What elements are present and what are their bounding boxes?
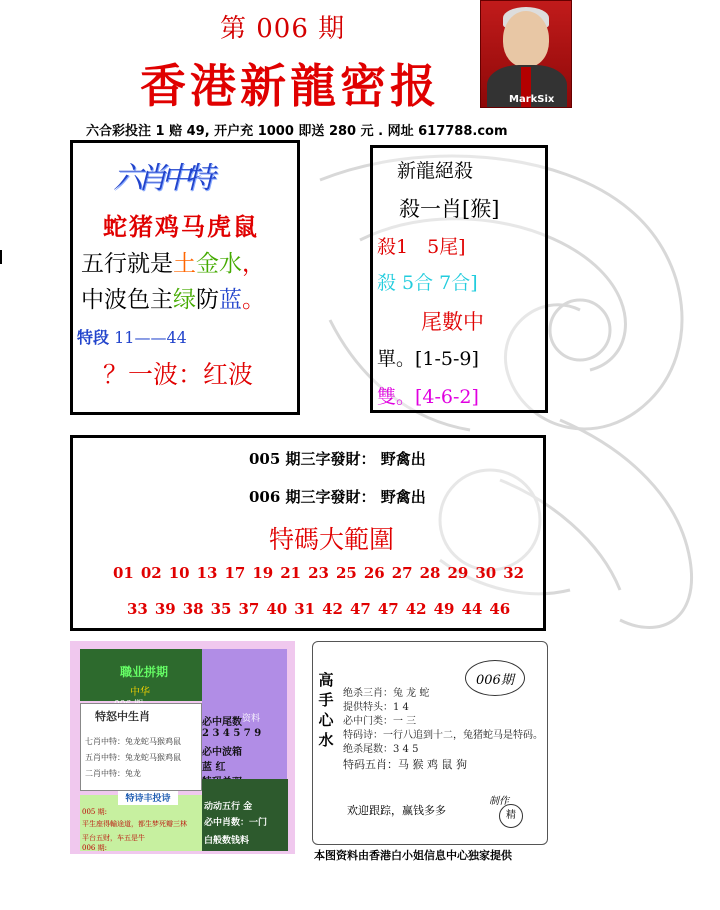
numbers-row-1 [73, 564, 543, 582]
special-number: 28 [419, 564, 441, 582]
welcome-text: 欢迎跟踪，赢钱多多 [347, 804, 446, 817]
special-range-label: 特段 [77, 328, 110, 347]
special-range [77, 325, 187, 348]
issue-bubble-text: 006期 [476, 673, 514, 688]
pro-header-sub: 中华 [130, 687, 150, 698]
special-number: 26 [363, 564, 385, 582]
element-water: 水 [219, 251, 242, 277]
pro-row: 五肖中特：兔龙蛇马猴鸡鼠 [85, 753, 181, 762]
special-number: 31 [294, 600, 316, 618]
portrait-face [503, 11, 549, 67]
wave-color-line [81, 281, 265, 314]
special-number: 02 [140, 564, 162, 582]
five-elements-prefix: 五行就是 [81, 251, 173, 277]
vertical-char: 水 [318, 731, 334, 749]
expert-line: 绝杀三肖：兔 龙 蛇 [343, 688, 430, 699]
special-range-title: 特碼大範圍 [269, 525, 395, 554]
expert-line: 绝杀尾数：3 4 5 [343, 744, 419, 755]
page-title: 香港新龍密报 [140, 59, 440, 113]
pro-dark-line: 白般数钱料 [204, 836, 250, 846]
pro-poem-line: 006 期: [82, 844, 107, 852]
pro-poem-line: 平台五财，车五是牛 [82, 834, 145, 842]
pro-header [80, 649, 202, 701]
kill-zodiac: 殺一肖[猴] [399, 197, 500, 221]
special-number: 35 [210, 600, 232, 618]
pro-header-title: 職业拼期 [120, 665, 169, 679]
pro-poem-line: 005 期: [82, 808, 107, 816]
wave-color-suffix: 。 [242, 287, 265, 313]
even-numbers: 雙。[4-6-2] [377, 386, 479, 408]
vertical-char: 手 [318, 691, 334, 709]
six-zodiac-box [70, 140, 300, 415]
special-number: 01 [113, 564, 134, 582]
portrait-photo [480, 0, 572, 108]
pro-mid-item: 必中尾数 [202, 717, 242, 728]
color-green: 绿 [173, 287, 196, 313]
pro-dark-line: 必中肖数：一门 [204, 818, 268, 828]
one-wave-line: ？一波：红波 [103, 360, 254, 389]
issue-006-phrase: 006 期三字發財： 野禽出 [249, 488, 426, 506]
pro-row: 七肖中特：兔龙蛇马猴鸡鼠 [85, 737, 181, 746]
vertical-char: 心 [318, 711, 334, 729]
special-number: 47 [350, 600, 371, 618]
special-number: 13 [196, 564, 218, 582]
issue-005-phrase: 005 期三字發財： 野禽出 [249, 450, 426, 468]
special-number: 47 [377, 600, 399, 618]
five-elements-suffix: ， [242, 251, 265, 277]
issue-bubble [465, 660, 525, 696]
special-range-box [70, 435, 546, 631]
special-number: 29 [447, 564, 469, 582]
pro-poem-title: 特诗丰投诗 [118, 791, 178, 805]
special-range-value: 11——44 [114, 328, 187, 347]
pro-zodiac-section [80, 703, 202, 791]
professional-panel [70, 641, 295, 854]
special-number: 25 [336, 564, 357, 582]
pro-mid-item: 2 3 4 5 7 9 [202, 728, 262, 739]
kill-box-title: 新龍絕殺 [397, 160, 474, 182]
expert-vertical-title [317, 670, 335, 750]
special-number: 42 [405, 600, 427, 618]
special-number: 39 [154, 600, 176, 618]
element-earth: 土 [173, 251, 196, 277]
footer-credit: 本图资料由香港白小姐信息中心独家提供 [314, 849, 512, 862]
made-char: 精 [499, 804, 523, 828]
wave-color-mid: 防 [196, 287, 219, 313]
pro-row: 二肖中特：兔龙 [85, 769, 141, 778]
pro-mid-item: 必中波箱 [202, 747, 242, 758]
special-number: 21 [280, 564, 302, 582]
expert-line: 特码五肖：马 猴 鸡 鼠 狗 [343, 758, 467, 771]
special-number: 10 [168, 564, 190, 582]
wave-color-prefix: 中波色主 [81, 287, 173, 313]
special-number: 37 [238, 600, 260, 618]
issue-number: 第 006 期 [220, 14, 346, 44]
zodiac-list: 蛇猪鸡马虎鼠 [103, 212, 259, 241]
special-number: 27 [391, 564, 413, 582]
expert-line: 提供特头：1 4 [343, 702, 409, 713]
six-zodiac-logo: 六肖中特 [113, 161, 209, 196]
five-elements-line [81, 245, 265, 278]
odd-numbers: 單。[1-5-9] [377, 348, 479, 370]
promo-line: 六合彩投注 1 赔 49, 开户充 1000 即送 280 元 . 网址 617788.com [86, 124, 508, 139]
numbers-row-2 [73, 600, 543, 618]
special-number: 40 [266, 600, 288, 618]
color-blue: 蓝 [219, 287, 242, 313]
special-number: 32 [503, 564, 525, 582]
special-number: 38 [182, 600, 204, 618]
special-number: 30 [475, 564, 497, 582]
special-number: 42 [322, 600, 343, 618]
new-dragon-kill-box [370, 145, 548, 413]
expert-line: 必中门类：一 三 [343, 716, 417, 727]
kill-tail: 殺1 5尾] [377, 236, 466, 258]
special-number: 17 [224, 564, 246, 582]
vertical-char: 高 [318, 671, 334, 689]
tail-middle: 尾數中 [421, 310, 484, 334]
pro-mid-item: 蓝 红 [202, 762, 226, 773]
pro-poem-line: 平生座得輸途道，都生梦死瓣三林 [82, 820, 187, 828]
marksix-logo: MarkSix [509, 94, 555, 105]
pro-purple-title: 资料 [242, 714, 261, 724]
expert-heart-panel [312, 641, 548, 845]
pro-dark-line: 动动五行 金 [204, 802, 253, 812]
pro-dark-block [202, 779, 288, 851]
special-number: 19 [252, 564, 274, 582]
made-label: 制作 [489, 796, 509, 807]
element-metal: 金 [196, 251, 219, 277]
special-number: 46 [489, 600, 511, 618]
special-number: 49 [433, 600, 455, 618]
expert-line: 特码诗：一行八追到十二，兔猪蛇马是特码。 [343, 730, 543, 741]
special-number: 23 [308, 564, 329, 582]
pro-section-title: 特怒中生肖 [95, 710, 150, 723]
special-number: 44 [461, 600, 483, 618]
special-number: 33 [127, 600, 148, 618]
edge-mark [0, 250, 2, 264]
kill-combination: 殺 5合 7合] [377, 272, 478, 294]
made-stamp [489, 792, 529, 828]
